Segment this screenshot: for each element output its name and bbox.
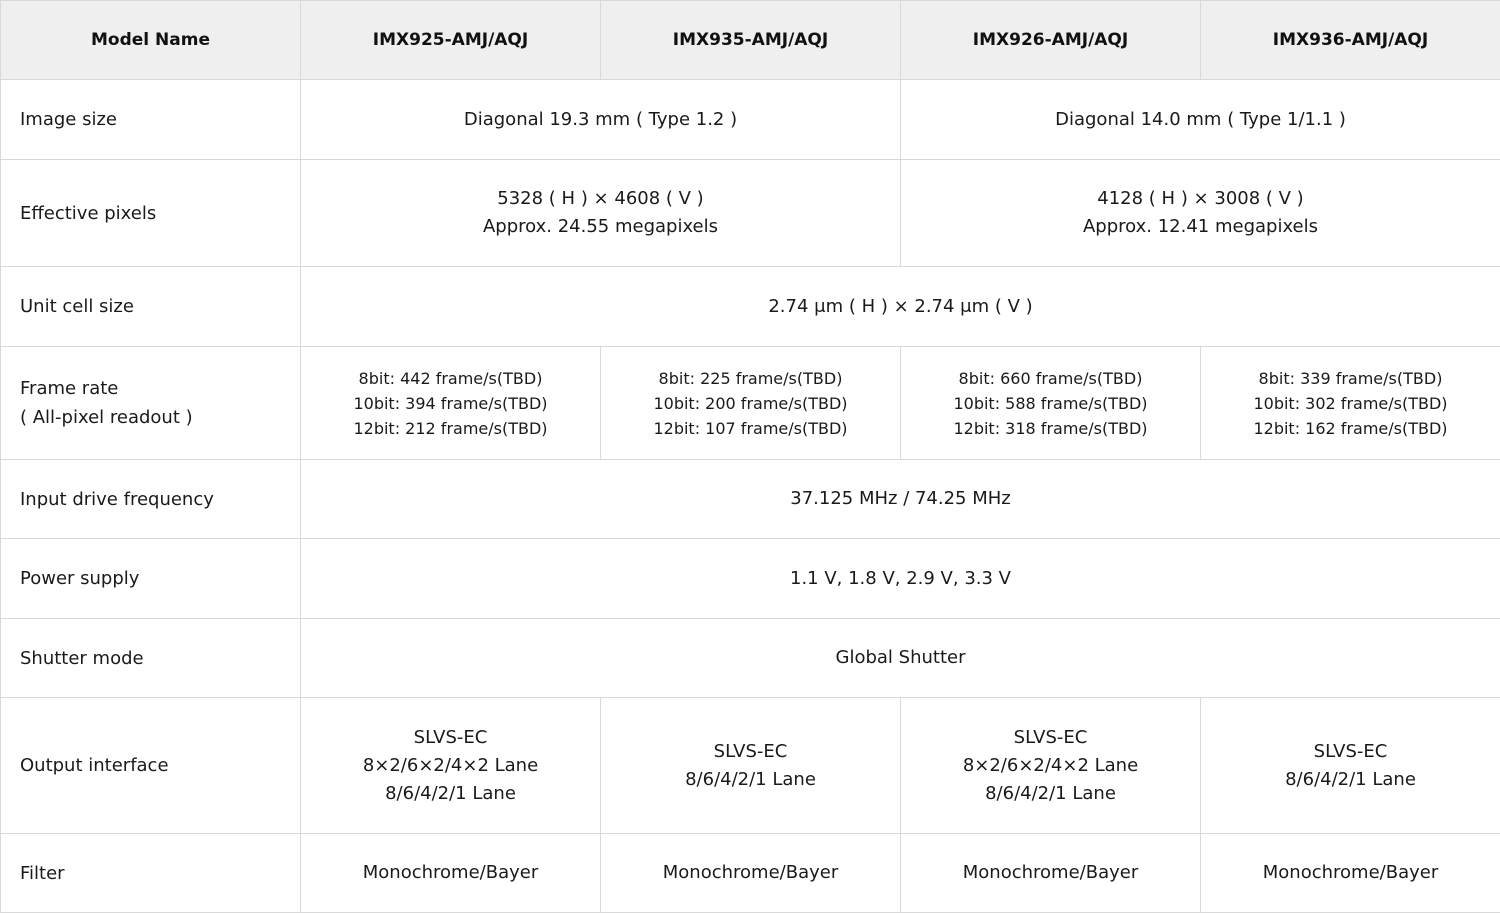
frame-rate-8bit: 8bit: 660 frame/s(TBD) — [958, 368, 1143, 388]
effective-pixels-resolution: 5328 ( H ) × 4608 ( V ) — [497, 188, 704, 209]
frame-rate-imx926 — [901, 347, 1201, 460]
image-size-value-group-b: Diagonal 14.0 mm ( Type 1/1.1 ) — [901, 80, 1500, 160]
frame-rate-label: Frame rate — [20, 378, 119, 399]
filter-imx926: Monochrome/Bayer — [901, 834, 1201, 913]
row-label-output-interface: Output interface — [1, 698, 301, 834]
frame-rate-imx925 — [301, 347, 601, 460]
table-row-unit-cell-size — [1, 267, 1500, 347]
row-label-effective-pixels: Effective pixels — [1, 160, 301, 267]
output-interface-lanes: 8/6/4/2/1 Lane — [1285, 768, 1416, 790]
filter-imx925: Monochrome/Bayer — [301, 834, 601, 913]
header-model-imx936: IMX936-AMJ/AQJ — [1201, 1, 1500, 80]
output-interface-imx925 — [301, 698, 601, 834]
power-supply-value: 1.1 V, 1.8 V, 2.9 V, 3.3 V — [301, 539, 1500, 619]
output-interface-imx935 — [601, 698, 901, 834]
output-interface-imx936 — [1201, 698, 1500, 834]
frame-rate-sublabel: ( All-pixel readout ) — [20, 407, 193, 428]
effective-pixels-value-group-b — [901, 160, 1500, 267]
output-interface-lanes: 8/6/4/2/1 Lane — [685, 768, 816, 790]
frame-rate-10bit: 10bit: 302 frame/s(TBD) — [1253, 393, 1448, 413]
table-row-image-size — [1, 80, 1500, 160]
header-label-model-name: Model Name — [1, 1, 301, 80]
row-label-input-drive-frequency: Input drive frequency — [1, 460, 301, 539]
frame-rate-imx935 — [601, 347, 901, 460]
row-label-unit-cell-size: Unit cell size — [1, 267, 301, 347]
table-row-effective-pixels — [1, 160, 1500, 267]
frame-rate-12bit: 12bit: 212 frame/s(TBD) — [353, 418, 548, 438]
input-drive-frequency-value: 37.125 MHz / 74.25 MHz — [301, 460, 1500, 539]
row-label-frame-rate — [1, 347, 301, 460]
output-interface-type: SLVS-EC — [713, 740, 788, 762]
row-label-filter: Filter — [1, 834, 301, 913]
output-interface-type: SLVS-EC — [1313, 740, 1388, 762]
table-body — [1, 80, 1500, 913]
effective-pixels-megapixels: Approx. 12.41 megapixels — [1082, 216, 1319, 237]
filter-imx935: Monochrome/Bayer — [601, 834, 901, 913]
frame-rate-12bit: 12bit: 107 frame/s(TBD) — [653, 418, 848, 438]
frame-rate-12bit: 12bit: 162 frame/s(TBD) — [1253, 418, 1448, 438]
table-row-filter — [1, 834, 1500, 913]
output-interface-lanes: 8/6/4/2/1 Lane — [385, 782, 516, 804]
filter-imx936: Monochrome/Bayer — [1201, 834, 1500, 913]
table-row-input-drive-frequency — [1, 460, 1500, 539]
header-model-imx935: IMX935-AMJ/AQJ — [601, 1, 901, 80]
output-interface-lanes: 8/6/4/2/1 Lane — [985, 782, 1116, 804]
frame-rate-8bit: 8bit: 442 frame/s(TBD) — [358, 368, 543, 388]
frame-rate-12bit: 12bit: 318 frame/s(TBD) — [953, 418, 1148, 438]
table-row-power-supply — [1, 539, 1500, 619]
header-model-imx925: IMX925-AMJ/AQJ — [301, 1, 601, 80]
frame-rate-8bit: 8bit: 225 frame/s(TBD) — [658, 368, 843, 388]
effective-pixels-value-group-a — [301, 160, 901, 267]
output-interface-type: SLVS-EC — [1013, 726, 1088, 748]
table-row-shutter-mode — [1, 619, 1500, 698]
header-row — [1, 1, 1500, 80]
output-interface-lanes-dual: 8×2/6×2/4×2 Lane — [962, 754, 1139, 776]
table-row-frame-rate — [1, 347, 1500, 460]
frame-rate-imx936 — [1201, 347, 1500, 460]
effective-pixels-megapixels: Approx. 24.55 megapixels — [482, 216, 719, 237]
row-label-image-size: Image size — [1, 80, 301, 160]
table-row-output-interface — [1, 698, 1500, 834]
header-model-imx926: IMX926-AMJ/AQJ — [901, 1, 1201, 80]
table-header — [1, 1, 1500, 80]
frame-rate-10bit: 10bit: 200 frame/s(TBD) — [653, 393, 848, 413]
frame-rate-8bit: 8bit: 339 frame/s(TBD) — [1258, 368, 1443, 388]
output-interface-type: SLVS-EC — [413, 726, 488, 748]
row-label-power-supply: Power supply — [1, 539, 301, 619]
frame-rate-10bit: 10bit: 588 frame/s(TBD) — [953, 393, 1148, 413]
image-size-value-group-a: Diagonal 19.3 mm ( Type 1.2 ) — [301, 80, 901, 160]
output-interface-lanes-dual: 8×2/6×2/4×2 Lane — [362, 754, 539, 776]
output-interface-imx926 — [901, 698, 1201, 834]
frame-rate-10bit: 10bit: 394 frame/s(TBD) — [353, 393, 548, 413]
effective-pixels-resolution: 4128 ( H ) × 3008 ( V ) — [1097, 188, 1304, 209]
unit-cell-size-value: 2.74 μm ( H ) × 2.74 μm ( V ) — [301, 267, 1500, 347]
row-label-shutter-mode: Shutter mode — [1, 619, 301, 698]
shutter-mode-value: Global Shutter — [301, 619, 1500, 698]
